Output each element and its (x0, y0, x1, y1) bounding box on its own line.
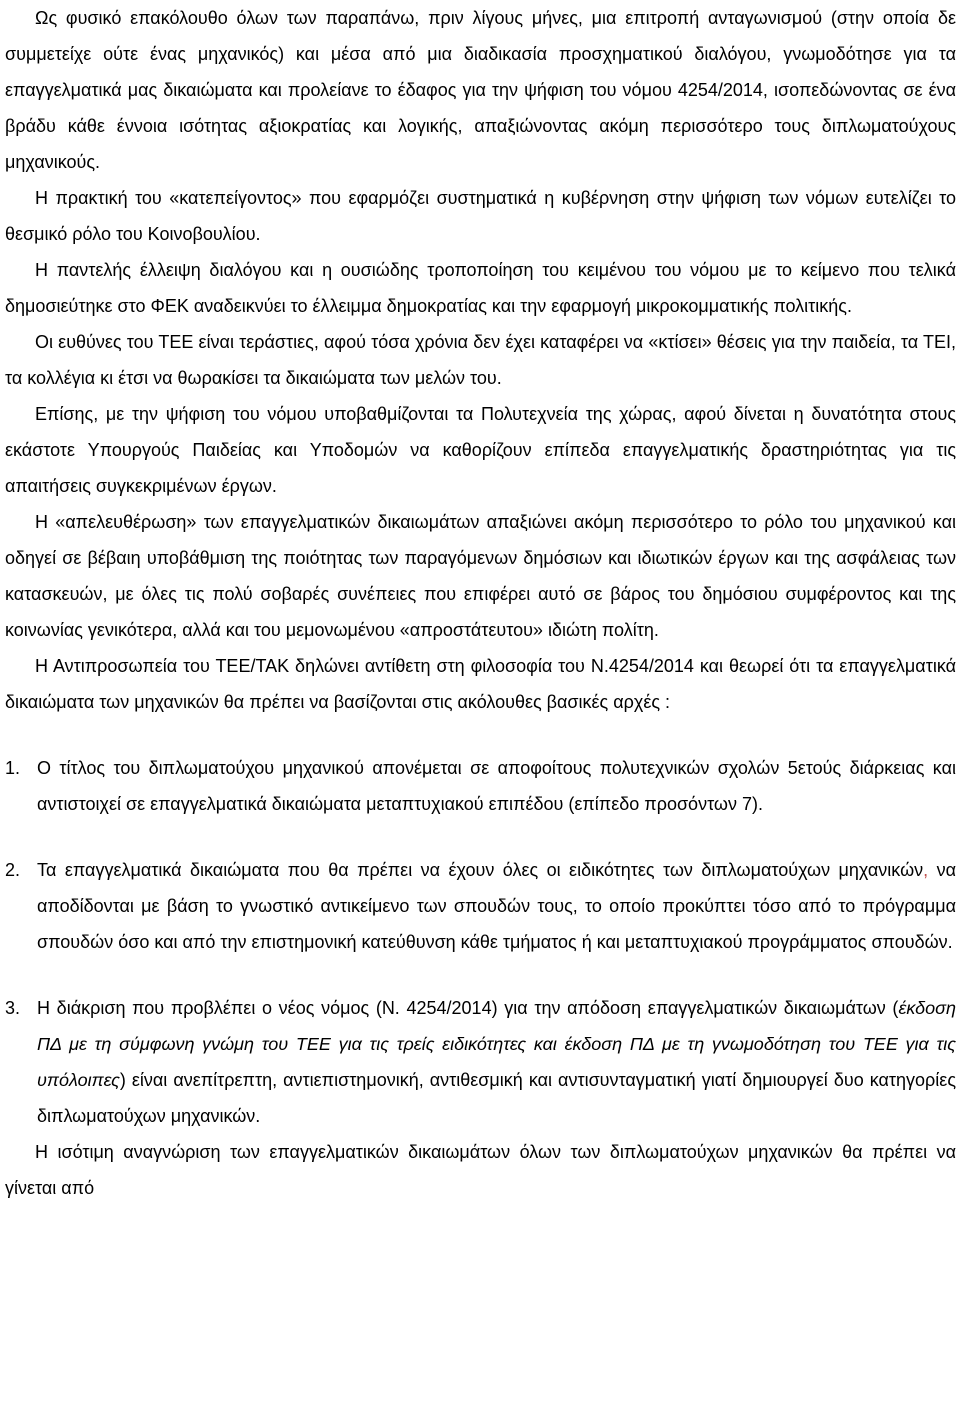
list-item-2 (5, 852, 956, 960)
list-text-italic: έκδοση ΠΔ με τη σύμφωνη γνώμη του ΤΕΕ για τις τρείς ειδικότητες και έκδοση ΠΔ με τη γνωμοδότηση του ΤΕΕ για τις υπόλοιπες (37, 998, 956, 1090)
document-page (5, 0, 956, 1206)
list-text-part-b: να αποδίδονται με βάση το γνωστικό αντικείμενο των σπουδών τους, το οποίο προκύπτει τόσο από το πρόγραμμα σπουδών όσο και από την επιστημονική κατεύθυνση κάθε τμήματος ή και μεταπτυχιακού προγράμματος σπουδών. (37, 860, 956, 952)
list-item-3 (5, 990, 956, 1134)
spacer (5, 960, 956, 990)
paragraph-6: Η «απελευθέρωση» των επαγγελματικών δικαιωμάτων απαξιώνει ακόμη περισσότερο το ρόλο του μηχανικού και οδηγεί σε βέβαιη υποβάθμιση της ποιότητας των παραγόμενων δημόσιων και ιδιωτικών έργων και της ασφάλειας των κατασκευών, με όλες τις πολύ σοβαρές συνέπειες που επιφέρει αυτό σε βάρος του δημόσιου συμφέροντος και της κοινωνίας γενικότερα, αλλά και του μεμονωμένου «απροστάτευτου» ιδιώτη πολίτη. (5, 512, 956, 640)
list-number: 3. (5, 998, 21, 1018)
list-text-comma: , (923, 860, 929, 880)
list-text-part-b: ) είναι ανεπίτρεπτη, αντιεπιστημονική, αντιθεσμική και αντισυνταγματική γιατί δημιουργεί δυο κατηγορίες διπλωματούχων μηχανικών. (37, 1070, 956, 1126)
paragraph-2: Η πρακτική του «κατεπείγοντος» που εφαρμόζει συστηματικά η κυβέρνηση στην ψήφιση των νόμων ευτελίζει το θεσμικό ρόλο του Κοινοβουλίου. (5, 188, 956, 244)
list-item-1 (5, 750, 956, 822)
paragraph-7: Η Αντιπροσωπεία του ΤΕΕ/ΤΑΚ δηλώνει αντίθετη στη φιλοσοφία του Ν.4254/2014 και θεωρεί ότι τα επαγγελματικά δικαιώματα των μηχανικών θα πρέπει να βασίζονται στις ακόλουθες βασικές αρχές : (5, 656, 956, 712)
list-text: Ο τίτλος του διπλωματούχου μηχανικού απονέμεται σε αποφοίτους πολυτεχνικών σχολών 5ετούς διάρκειας και αντιστοιχεί σε επαγγελματικά δικαιώματα μεταπτυχιακού επιπέδου (επίπεδο προσόντων 7). (37, 758, 956, 814)
paragraph-3: Η παντελής έλλειψη διαλόγου και η ουσιώδης τροποποίηση του κειμένου του νόμου με το κείμενο που τελικά δημοσιεύτηκε στο ΦΕΚ αναδεικνύει το έλλειμμα δημοκρατίας και την εφαρμογή μικροκομματικής πολιτικής. (5, 260, 956, 316)
list-number: 2. (5, 860, 21, 880)
list-text-part-a: Η διάκριση που προβλέπει ο νέος νόμος (Ν. 4254/2014) για την απόδοση επαγγελματικών δικαιωμάτων ( (37, 998, 899, 1018)
paragraph-5: Επίσης, με την ψήφιση του νόμου υποβαθμίζονται τα Πολυτεχνεία της χώρας, αφού δίνεται η δυνατότητα στους εκάστοτε Υπουργούς Παιδείας και Υποδομών να καθορίζουν επίπεδα επαγγελματικής δραστηριότητας για τις απαιτήσεις συγκεκριμένων έργων. (5, 404, 956, 496)
spacer (5, 822, 956, 852)
paragraph-8: Η ισότιμη αναγνώριση των επαγγελματικών δικαιωμάτων όλων των διπλωματούχων μηχανικών θα πρέπει να γίνεται από (5, 1142, 956, 1198)
paragraph-4: Οι ευθύνες του ΤΕΕ είναι τεράστιες, αφού τόσα χρόνια δεν έχει καταφέρει να «κτίσει» θέσεις για την παιδεία, τα ΤΕΙ, τα κολλέγια κι έτσι να θωρακίσει τα δικαιώματα των μελών του. (5, 332, 956, 388)
list-number: 1. (5, 758, 21, 778)
list-text-part-a: Τα επαγγελματικά δικαιώματα που θα πρέπει να έχουν όλες οι ειδικότητες των διπλωματούχων μηχανικών (37, 860, 924, 880)
paragraph-1: Ως φυσικό επακόλουθο όλων των παραπάνω, πριν λίγους μήνες, μια επιτροπή ανταγωνισμού (στην οποία δε συμμετείχε ούτε ένας μηχανικός) και μέσα από μια διαδικασία προσχηματικού διαλόγου, γνωμοδότησε για τα επαγγελματικά μας δικαιώματα και προλείανε το έδαφος για την ψήφιση του νόμου 4254/2014, ισοπεδώνοντας σε ένα βράδυ κάθε έννοια ισότητας αξιοκρατίας και λογικής, απαξιώνοντας ακόμη περισσότερο τους διπλωματούχους μηχανικούς. (5, 8, 956, 172)
spacer (5, 720, 956, 750)
